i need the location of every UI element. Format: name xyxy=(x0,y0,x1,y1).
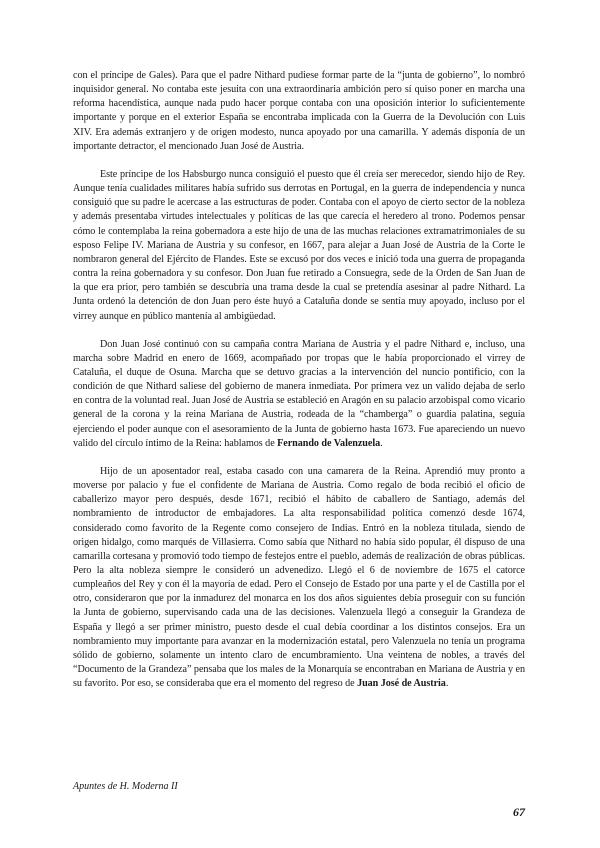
paragraph-1-text: con el príncipe de Gales). Para que el padre Nithard pudiese formar parte de la “junta de gobierno”, lo nombró inquisidor general. No contaba este jesuita con una extraordinaria ambición pero sí quiso poner en marcha una reforma hacendística, aunque nada pudo hacer porque contaba con una oposición interior lo suficientemente importante y porque en el exterior España se encontraba implicada con la Guerra de la Devolución con Luis XIV. Era además extranjero y de origen modesto, nunca apoyado por una camarilla. Y además disponía de un importante detractor, el mencionado Juan José de Austria. xyxy=(73,70,525,152)
paragraph-4-text: Hijo de un aposentador real, estaba casado con una camarera de la Reina. Aprendió muy pronto a moverse por palacio y fue el confidente de Mariana de Austria. Como regalo de boda recibió el oficio de caballerizo mayor pero después, desde 1671, recibió el hábito de caballero de Santiago, además del nombramiento de introductor de embajadores. La alta responsabilidad política comenzó desde 1674, considerado como favorito de la Regente como consejero de Indias. Entró en la nobleza titulada, siendo de origen hidalgo, como marqués de Villasierra. Como sabía que Nithard no había sido popular, él dispuso de una camarilla cortesana y promovió todo tiempo de festejos entre el pueblo, además de realización de obras públicas. Pero la alta nobleza siempre le consideró un advenedizo. Llegó el 6 de noviembre de 1675 el catorce cumpleaños del Rey y con él la mayoría de edad. Pero el Consejo de Estado por una parte y el de Castilla por el otro, consideraron que por la inmadurez del monarca en los dos años siguientes debía proseguir con su función la Junta de gobierno, supervisando cada una de las decisiones. Valenzuela llegó a conseguir la Grandeza de España y llegó a ser primer ministro, puesto desde el cual debía coordinar a los distintos consejos. Era un nombramiento muy importante para avanzar en la modernización estatal, pero Valenzuela no tenía un programa sólido de gobierno, solamente un intento claro de encumbramiento. Una veintena de nobles, a través del “Documento de la Grandeza” pensaba que los males de la Monarquía se encontraban en Mariana de Austria y en su favorito. Por eso, se consideraba que era el momento del regreso de xyxy=(73,465,525,690)
paragraph-3-text: Don Juan José continuó con su campaña contra Mariana de Austria y el padre Nithard e, incluso, una marcha sobre Madrid en enero de 1669, acompañado por tropas que le había proporcionado el virrey de Cataluña, el duque de Osuna. Marcha que se detuvo gracias a la intervención del nuncio pontificio, con la condición de que Nithard saliese del gobierno de manera inmediata. Por primera vez un valido dejaba de serlo en contra de la voluntad real. Juan José de Austria se estableció en Aragón en su palacio arzobispal como vicario general de la corona y la reina Mariana de Austria, rodeada de la “chamberga” o guardia palatina, seguía ejerciendo el poder aunque con el asesoramiento de la Junta de gobierno hasta 1673. Fue apareciendo un nuevo valido del círculo íntimo de la Reina: hablamos de xyxy=(73,338,525,449)
paragraph-3 xyxy=(73,338,525,451)
paragraph-2 xyxy=(73,168,525,324)
paragraph-4 xyxy=(73,465,525,692)
bold-name-juan-jose: Juan José de Austria xyxy=(357,678,446,690)
page-footer xyxy=(73,781,525,819)
paragraph-3-end: . xyxy=(380,437,383,449)
paragraph-1 xyxy=(73,69,525,154)
footer-label: Apuntes de H. Moderna II xyxy=(73,781,178,792)
page-number: 67 xyxy=(513,805,525,819)
bold-name-valenzuela: Fernando de Valenzuela xyxy=(277,437,381,449)
paragraph-2-text: Este príncipe de los Habsburgo nunca consiguió el puesto que él creía ser merecedor, siendo hijo de Rey. Aunque tenía cualidades militares había sufrido sus derrotas en Portugal, en la guerra de independencia y nunca consiguió que su padre le acercase a las estructuras de poder. Contaba con el apoyo de cierto sector de la nobleza y además presentaba virtudes intelectuales y políticas de las que carecía el heredero al trono. Podemos pensar cómo le contemplaba la reina gobernadora a este hijo de una de las muchas relaciones extramatrimoniales de su esposo Felipe IV. Mariana de Austria y su confesor, en 1667, para alejar a Juan José de Austria de la Corte le nombraron general del Ejército de Flandes. Este se excusó por dos veces e inició toda una guerra de propaganda contra la reina gobernadora y su confesor. Don Juan fue retirado a Consuegra, sede de la Orden de San Juan de la que era prior, pero también se descubría una trama desde la cual se pretendía asesinar al padre Nithard. La Junta ordenó la detención de don Juan pero éste huyó a Cataluña donde se sentía muy apoyado, incluso por el virrey aunque en público mantenía al ambigüedad. xyxy=(73,168,525,322)
paragraph-4-end: . xyxy=(445,678,449,690)
